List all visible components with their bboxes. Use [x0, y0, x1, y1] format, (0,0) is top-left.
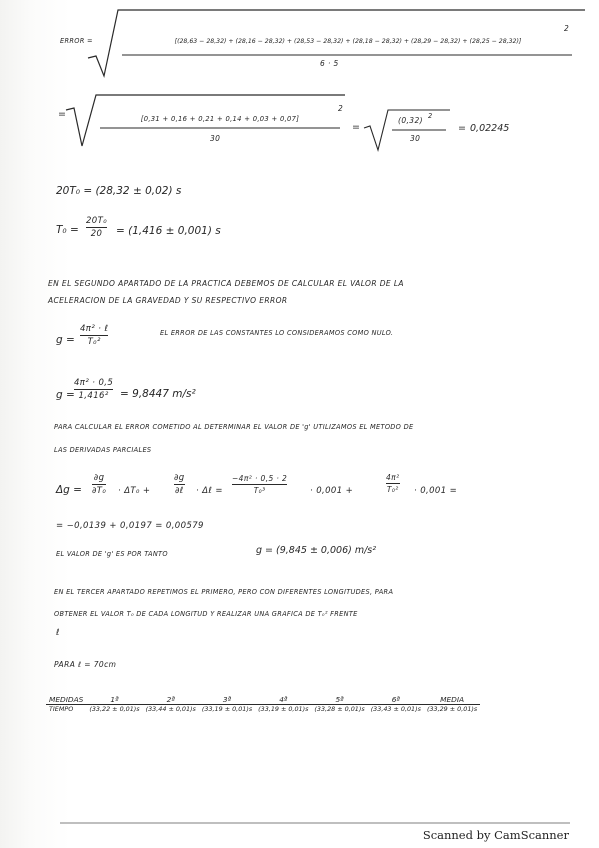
g-value-result: = 9,8447 m/s² — [120, 388, 196, 400]
dg-dt0-numerator: ∂g — [93, 473, 105, 483]
f1-bar — [232, 484, 287, 485]
paragraph2-line1: PARA CALCULAR EL ERROR COMETIDO AL DETERMINAR EL VALOR DE 'g' UTILIZAMOS EL METODO DE — [54, 423, 414, 431]
t0-numerator: 20T₀ — [86, 216, 108, 226]
g-formula-bar — [80, 335, 108, 336]
table-header-cell: 2ª — [166, 695, 175, 704]
table-cell: (33,19 ± 0,01)s — [199, 705, 255, 717]
paragraph2-line2: LAS DERIVADAS PARCIALES — [54, 446, 152, 454]
para-length-label: PARA ℓ = 70cm — [54, 660, 117, 669]
error-numerator: [(28,63 − 28,32) + (28,16 − 28,32) + (28,53 − 28,32) + (28,18 − 28,32) + (28,29 − 28,32) + (28,25 − 28,32)] — [174, 38, 522, 45]
paragraph3-line2: OBTENER EL VALOR T₀ DE CADA LONGITUD Y REALIZAR UNA GRAFICA DE T₀² FRENTE — [54, 610, 358, 618]
g-formula-numerator: 4π² · ℓ — [80, 324, 109, 334]
period-line: 20T₀ = (28,32 ± 0,02) s — [56, 185, 182, 197]
inner-numerator: (0,32) — [398, 116, 423, 125]
second-result: 0,02245 — [470, 123, 510, 134]
table-header-row — [46, 690, 480, 705]
paragraph1-line1: EN EL SEGUNDO APARTADO DE LA PRACTICA DEBEMOS DE CALCULAR EL VALOR DE LA — [48, 279, 404, 288]
t0-result: = (1,416 ± 0,001) s — [116, 225, 221, 237]
camscanner-watermark: Scanned by CamScanner — [422, 828, 569, 842]
dg-dl-denominator: ∂ℓ — [174, 486, 184, 496]
inner-denominator: 30 — [410, 134, 421, 143]
error-label: ERROR = — [60, 37, 93, 45]
table-header-cell: 3ª — [222, 695, 232, 704]
g-formula-denominator: T₀² — [87, 337, 101, 347]
paragraph1-line2: ACELERACION DE LA GRAVEDAD Y SU RESPECTIVO ERROR — [48, 296, 288, 305]
constants-note: EL ERROR DE LAS CONSTANTES LO CONSIDERAMOS COMO NULO. — [160, 329, 394, 337]
second-numerator: [0,31 + 0,16 + 0,21 + 0,14 + 0,03 + 0,07] — [140, 115, 300, 123]
dg-dt0-denominator: ∂T₀ — [92, 486, 107, 496]
dg-dl-numerator: ∂g — [174, 473, 185, 483]
table-row — [46, 705, 480, 717]
table-header-cell: MEDIDAS — [49, 695, 84, 704]
g-value-fraction — [74, 378, 113, 401]
inner-exponent: 2 — [428, 112, 433, 120]
paragraph3-line1: EN EL TERCER APARTADO REPETIMOS EL PRIMERO, PERO CON DIFERENTES LONGITUDES, PARA — [54, 588, 394, 596]
table-header-cell: 5ª — [335, 695, 344, 704]
t0-denominator: 20 — [90, 229, 103, 239]
table-header-cell: 1ª — [110, 695, 119, 704]
t0-label: T₀ = — [56, 224, 79, 236]
f1-numerator: −4π² · 0,5 · 2 — [232, 474, 288, 483]
partial-term-4: · 0,001 = — [414, 486, 458, 496]
g-final-text: EL VALOR DE 'g' ES POR TANTO — [56, 550, 168, 558]
table-row-label: TIEMPO — [46, 705, 86, 717]
g-final-value: g = (9,845 ± 0,006) m/s² — [256, 545, 377, 556]
error-denominator: 6 · 5 — [320, 59, 339, 68]
table-cell: (33,19 ± 0,01)s — [255, 705, 311, 717]
second-denominator: 30 — [210, 134, 221, 143]
f1-denominator: T₀³ — [253, 486, 266, 495]
partial-term-2: · Δℓ = — [196, 486, 223, 496]
partial-term-1: · ΔT₀ + — [118, 486, 151, 496]
partial-result: = −0,0139 + 0,0197 = 0,00579 — [56, 521, 204, 531]
f2-fraction — [386, 473, 400, 494]
error-exponent: 2 — [564, 24, 570, 33]
f1-fraction — [232, 474, 287, 495]
eq-sign-3: = — [458, 123, 466, 134]
eq-sign-1: = — [58, 109, 66, 120]
second-exponent: 2 — [338, 104, 344, 113]
measurement-table — [46, 690, 480, 716]
dg-dt0-bar — [92, 484, 106, 485]
eq-sign-2: = — [352, 122, 360, 133]
table-header-cell: 6ª — [391, 695, 400, 704]
paragraph3-line3: ℓ — [56, 628, 60, 638]
g-value-denominator: 1,416² — [78, 391, 109, 401]
g-value-bar — [74, 389, 113, 390]
dg-dt0-fraction — [92, 473, 106, 496]
t0-fraction — [86, 216, 107, 239]
partial-term-3: · 0,001 + — [310, 486, 354, 496]
dg-dl-fraction — [174, 473, 185, 496]
f2-numerator: 4π² — [386, 473, 400, 482]
dg-dl-bar — [174, 484, 185, 485]
table-cell: (33,22 ± 0,01)s — [86, 705, 142, 717]
table-header-cell: MEDIA — [440, 695, 465, 704]
table-cell: (33,28 ± 0,01)s — [311, 705, 367, 717]
t0-bar — [86, 227, 107, 228]
g-label-2: g = — [56, 389, 75, 401]
g-formula-fraction — [80, 324, 108, 347]
table-cell: (33,43 ± 0,01)s — [368, 705, 424, 717]
table-cell: (33,44 ± 0,01)s — [143, 705, 199, 717]
g-value-numerator: 4π² · 0,5 — [74, 378, 114, 388]
table-header-cell: 4ª — [279, 695, 288, 704]
f2-bar — [386, 483, 400, 484]
f2-denominator: T₀² — [386, 485, 399, 494]
delta-g-label: Δg = — [56, 484, 82, 496]
g-label-1: g = — [56, 334, 75, 346]
table-cell: (33,29 ± 0,01)s — [424, 705, 480, 717]
